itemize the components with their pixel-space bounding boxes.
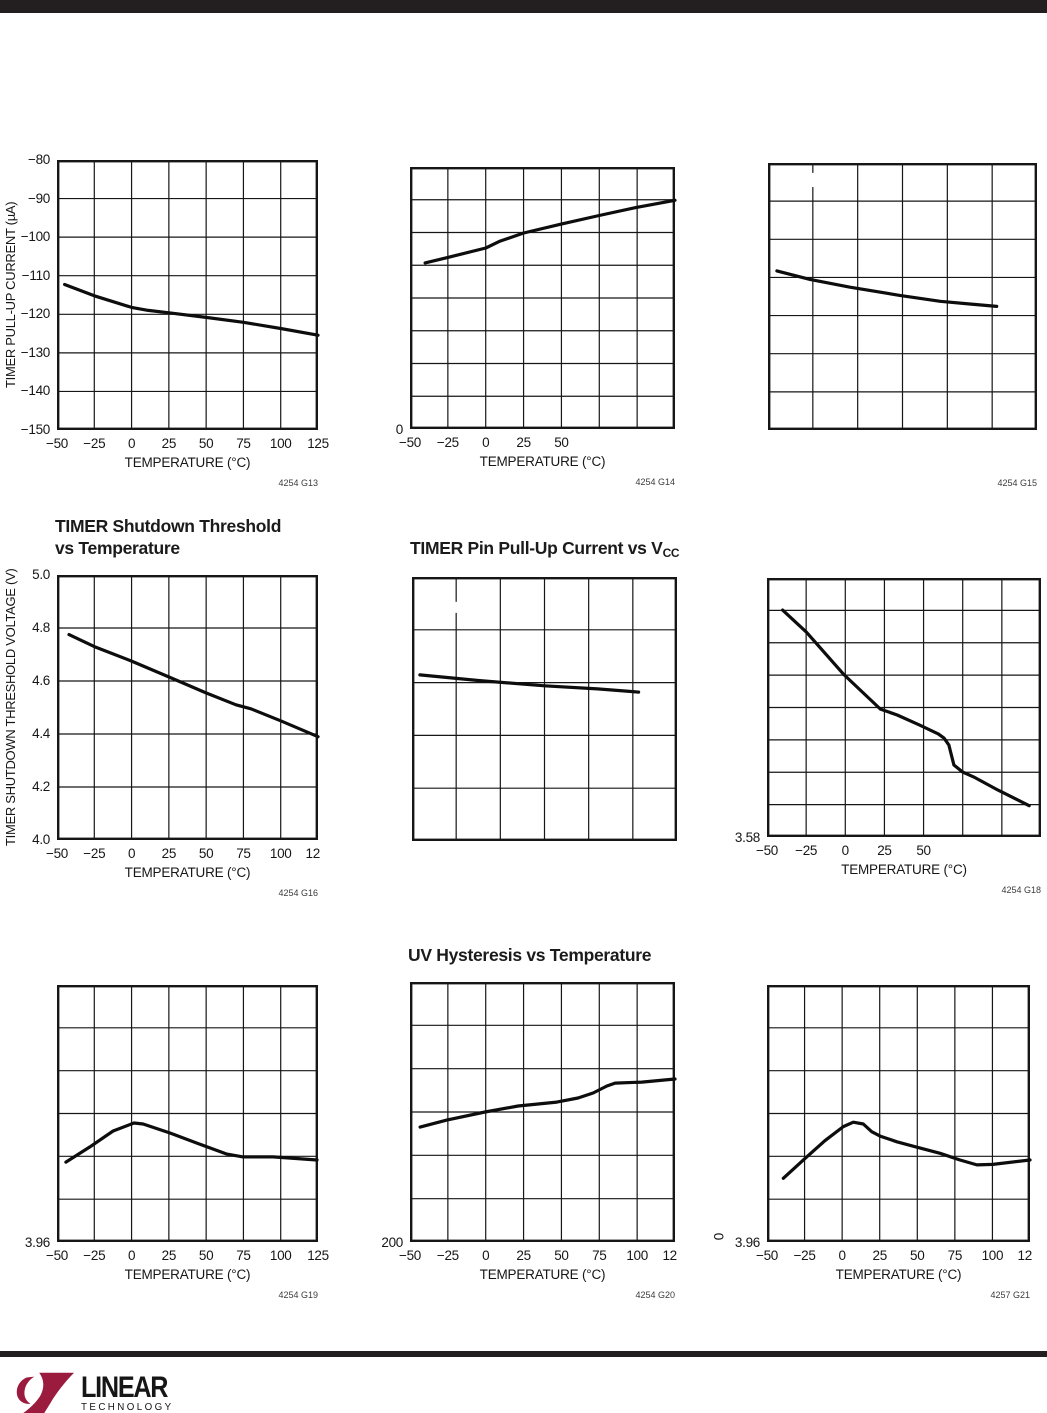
y-tick-label: −100: [20, 229, 50, 245]
x-axis-title: TEMPERATURE (°C): [479, 1267, 606, 1282]
plot-grid: [767, 985, 1030, 1242]
x-tick-label: 25: [161, 436, 177, 451]
y-tick-label: −120: [20, 306, 50, 322]
x-tick-label: 12: [662, 1248, 677, 1263]
x-tick-label: 25: [872, 1248, 887, 1263]
figure-tag: 4254 G15: [997, 478, 1037, 488]
chart-4257-g21: [711, 985, 1032, 1300]
data-curve: [777, 271, 997, 307]
y-tick-label: 4.6: [32, 673, 50, 688]
x-tick-label: 25: [516, 1248, 531, 1263]
x-tick-label: 25: [877, 843, 892, 858]
chart-4254-g19: [24, 985, 329, 1300]
x-tick-label: 50: [554, 1248, 569, 1263]
rotated-zero-label: 0: [711, 1232, 727, 1241]
x-axis-title: TEMPERATURE (°C): [841, 862, 967, 877]
chart-timer-pullup-current-vs-temperature: [3, 152, 329, 488]
x-tick-label: −50: [756, 1248, 778, 1263]
x-tick-label: 50: [910, 1248, 925, 1263]
y-tick-label: 4.2: [32, 779, 50, 794]
chart-title: [408, 945, 651, 966]
x-tick-label: 50: [198, 1248, 214, 1263]
x-axis-title: TEMPERATURE (°C): [124, 1267, 251, 1282]
x-tick-label: 25: [161, 1248, 177, 1263]
y-tick-label: 4.0: [32, 832, 50, 847]
x-tick-label: 0: [841, 843, 849, 858]
chart-title-subscript: CC: [662, 546, 680, 561]
x-tick-label: 50: [198, 846, 214, 861]
x-tick-label: −50: [399, 1248, 421, 1263]
x-axis-title: TEMPERATURE (°C): [835, 1267, 962, 1282]
x-tick-label: 50: [554, 435, 569, 450]
chart-title-line: TIMER Shutdown Threshold: [55, 516, 282, 537]
x-tick-label: 12: [1017, 1248, 1032, 1263]
figure-tag: 4254 G16: [278, 888, 318, 898]
chart-4254-g14: [395, 167, 675, 487]
data-curve: [420, 675, 639, 692]
y-axis-title: TIMER SHUTDOWN THRESHOLD VOLTAGE (V): [3, 568, 18, 847]
chart-title-line: vs Temperature: [55, 537, 180, 558]
linear-technology-logo: [14, 1371, 184, 1413]
logo-technology-text: TECHNOLOGY: [81, 1401, 174, 1413]
logo-wordmark: [81, 1371, 184, 1413]
plot-grid: [767, 578, 1041, 837]
x-tick-label: 100: [626, 1248, 648, 1263]
x-tick-label: −50: [46, 846, 68, 861]
x-tick-label: 125: [307, 436, 329, 451]
x-tick-label: −25: [436, 435, 459, 450]
x-tick-label: 25: [161, 846, 177, 861]
y-tick-label: −150: [20, 422, 50, 437]
x-tick-label: 0: [482, 435, 490, 450]
x-tick-label: −50: [46, 436, 68, 451]
x-tick-label: −50: [756, 843, 778, 858]
x-axis-title: TEMPERATURE (°C): [124, 455, 251, 470]
x-tick-label: −25: [83, 846, 106, 861]
x-tick-label: −25: [83, 436, 106, 451]
plot-grid: [57, 160, 318, 430]
x-tick-label: 12: [305, 846, 320, 861]
plot-grid: [410, 982, 675, 1242]
y-tick-label: 5.0: [32, 567, 50, 582]
x-tick-label: 0: [482, 1248, 490, 1263]
plot-grid: [410, 167, 675, 429]
x-tick-label: −50: [46, 1248, 68, 1263]
x-tick-label: 125: [307, 1248, 329, 1263]
plot-grid: [57, 985, 318, 1242]
x-tick-label: −25: [436, 1248, 459, 1263]
y-axis-min-label: 3.96: [734, 1235, 760, 1250]
y-tick-label: −80: [28, 152, 50, 167]
x-tick-label: −25: [793, 1248, 816, 1263]
chart-timer-pin-pullup-current-vs-vcc: [410, 538, 680, 841]
page-top-rule: [0, 0, 1047, 13]
y-axis-min-label: 3.96: [24, 1235, 50, 1250]
figure-tag: 4254 G20: [635, 1290, 675, 1300]
y-axis-min-label: 0: [395, 422, 403, 437]
x-tick-label: 100: [269, 1248, 292, 1263]
plot-frame: [58, 576, 317, 839]
x-tick-label: 100: [269, 436, 292, 451]
plot-grid: [768, 163, 1037, 430]
y-tick-label: −130: [20, 344, 50, 360]
data-curve: [65, 285, 318, 336]
y-tick-label: −140: [20, 383, 50, 399]
chart-uv-hysteresis-vs-temperature: [381, 944, 677, 1300]
y-tick-label: 4.8: [32, 620, 50, 635]
x-axis-title: TEMPERATURE (°C): [124, 865, 251, 880]
x-tick-label: 75: [947, 1248, 963, 1263]
figure-tag: 4254 G19: [278, 1290, 318, 1300]
x-tick-label: 100: [981, 1248, 1004, 1263]
y-axis-min-label: 3.58: [734, 830, 760, 845]
y-axis-min-label: 200: [381, 1235, 403, 1250]
x-tick-label: 50: [198, 436, 214, 451]
figure-tag: 4254 G13: [278, 478, 318, 488]
figure-tag: 4254 G14: [635, 477, 675, 487]
chart-title-line: TIMER Pin Pull-Up Current vs $V_{CC}$: [410, 538, 680, 561]
x-tick-label: 75: [592, 1248, 607, 1263]
page-bottom-rule: [0, 1351, 1047, 1357]
x-tick-label: 75: [236, 846, 251, 861]
lt-logo-mark-icon: [14, 1371, 76, 1413]
plot-grid: [412, 577, 677, 841]
chart-title-line: UV Hysteresis vs Temperature: [408, 944, 652, 965]
y-tick-label: −110: [21, 267, 50, 283]
y-tick-label: −90: [28, 190, 50, 206]
x-axis-title: TEMPERATURE (°C): [479, 454, 606, 469]
x-tick-label: −25: [83, 1248, 106, 1263]
x-tick-label: −50: [399, 435, 421, 450]
chart-title: [55, 516, 281, 559]
x-tick-label: 100: [269, 846, 292, 861]
x-tick-label: −25: [795, 843, 818, 858]
figure-tag: 4254 G18: [1001, 885, 1041, 895]
chart-title: [410, 538, 679, 561]
x-tick-label: 0: [127, 1248, 136, 1263]
plot-grid: [57, 575, 318, 840]
x-tick-label: 75: [236, 1248, 251, 1263]
x-tick-label: 0: [127, 436, 136, 451]
x-tick-label: 0: [127, 846, 136, 861]
y-tick-label: 4.4: [32, 726, 50, 741]
chart-timer-shutdown-threshold-vs-temperature: [3, 516, 320, 898]
y-axis-title: TIMER PULL-UP CURRENT (µA): [3, 201, 18, 389]
x-tick-label: 0: [838, 1248, 846, 1263]
figure-tag: 4257 G21: [990, 1290, 1030, 1300]
chart-4254-g15: [768, 163, 1037, 488]
logo-linear-text: LINEAR: [81, 1371, 168, 1404]
x-tick-label: 75: [236, 436, 251, 451]
chart-4254-g18: [734, 578, 1041, 895]
x-tick-label: 50: [916, 843, 931, 858]
x-tick-label: 25: [516, 435, 531, 450]
